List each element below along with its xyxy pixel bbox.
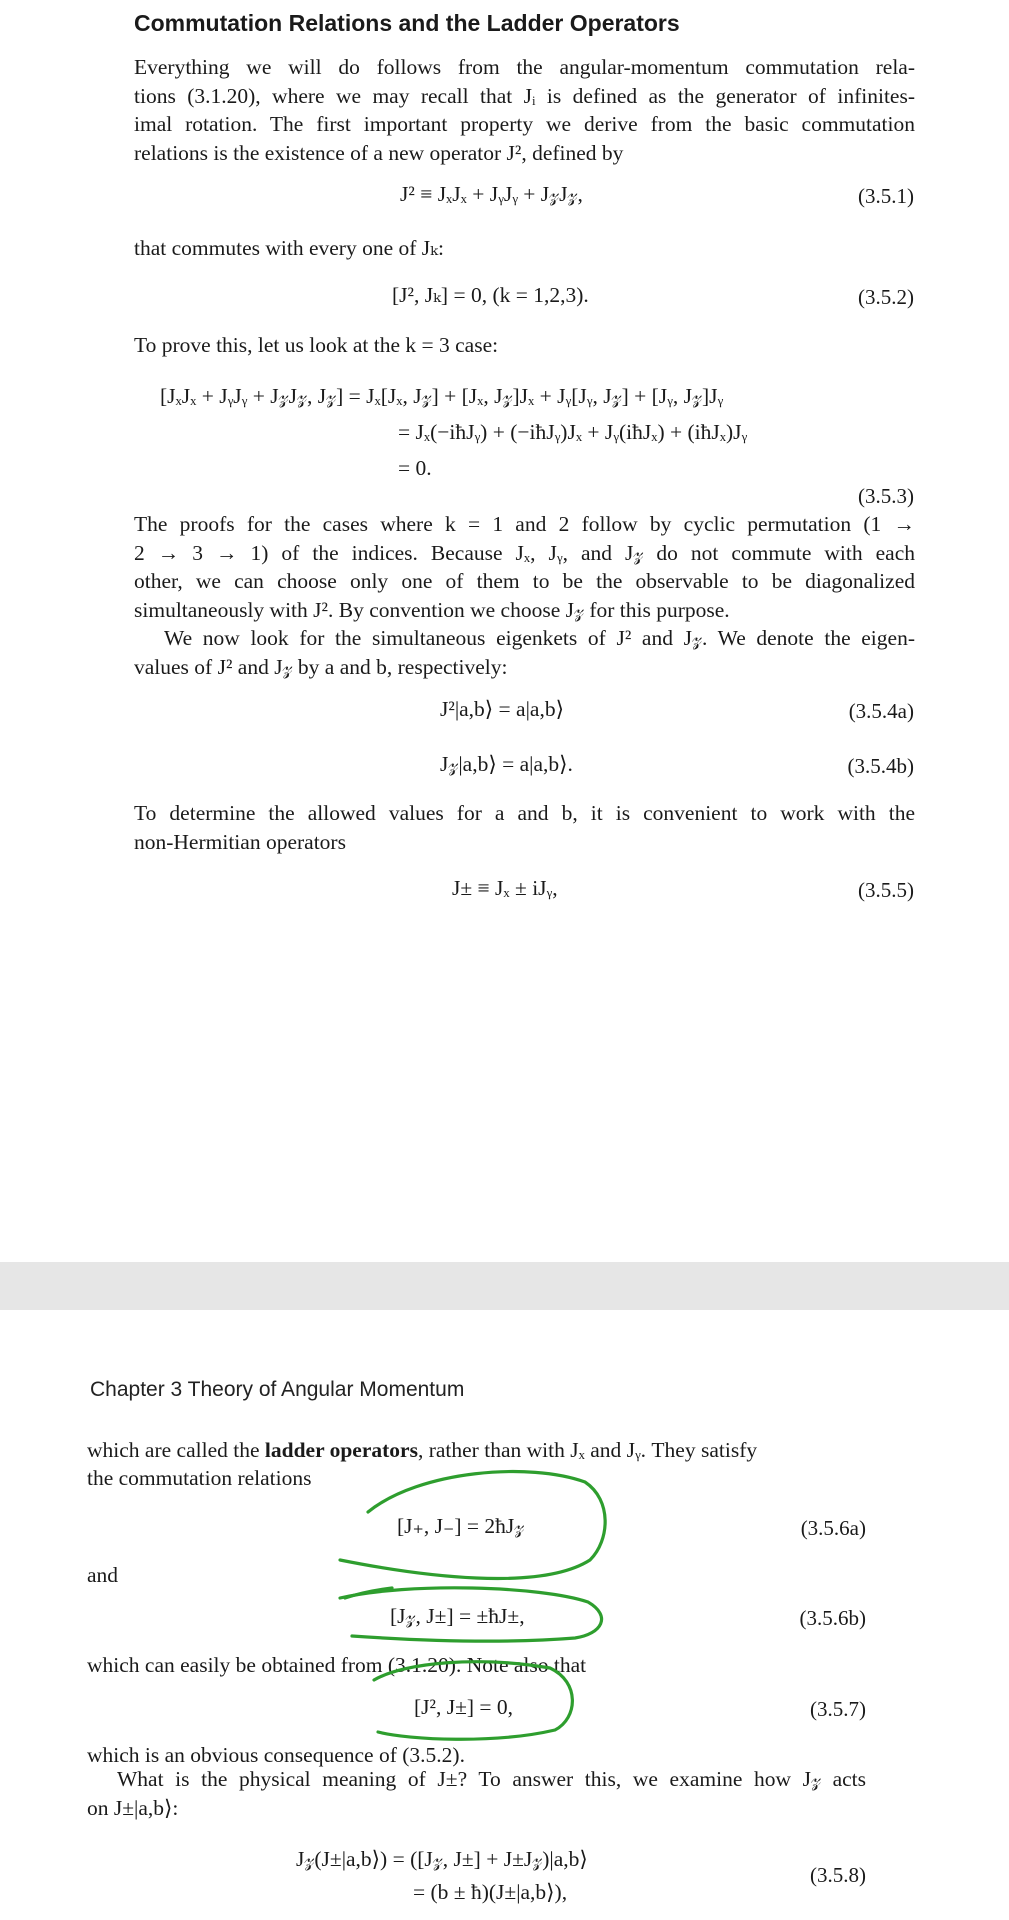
page-2 <box>0 1310 1009 1920</box>
text-line: relations is the existence of a new operator J², defined by <box>134 140 624 165</box>
text-line: non-Hermitian operators <box>134 829 346 854</box>
text-line: other, we can choose only one of them to be the observable to be diagonalized <box>134 569 915 593</box>
equation-number: (3.5.3) <box>858 484 914 508</box>
equation-3-5-6a: [J₊, J₋] = 2ħJ𝓏 <box>397 1514 525 1538</box>
equation-3-5-8-line2: = (b ± ħ)(J±|a,b⟩), <box>413 1880 568 1904</box>
paragraph-text: which can easily be obtained from (3.1.20). Note also that <box>87 1653 587 1677</box>
equation-3-5-1: J² ≡ JₓJₓ + JᵧJᵧ + J𝓏J𝓏, <box>400 182 583 206</box>
equation-number: (3.5.8) <box>810 1863 866 1887</box>
paragraph-eigenkets <box>134 624 915 681</box>
text-line: values of J² and J𝓏 by a and b, respectively: <box>134 654 508 679</box>
text-line: Everything we will do follows from the angular-momentum commutation rela- <box>134 55 915 79</box>
equation-3-5-2: [J², Jₖ] = 0, (k = 1,2,3). <box>392 283 589 307</box>
text-line: simultaneously with J². By convention we choose J𝓏 for this purpose. <box>134 597 730 622</box>
equation-number: (3.5.7) <box>810 1697 866 1721</box>
paragraph-allowed-values <box>134 799 915 856</box>
running-head: Chapter 3 Theory of Angular Momentum <box>90 1378 465 1401</box>
equation-3-5-3-line3: = 0. <box>398 456 432 480</box>
paragraph-ladder-line2: the commutation relations <box>87 1466 312 1490</box>
text-line: on J±|a,b⟩: <box>87 1795 179 1820</box>
text-line: imal rotation. The first important property we derive from the basic commutation <box>134 112 915 136</box>
equation-3-5-6b: [J𝓏, J±] = ±ħJ±, <box>390 1604 525 1628</box>
equation-number: (3.5.6b) <box>799 1606 866 1630</box>
text-line: 2 → 3 → 1) of the indices. Because Jₓ, Jᵧ, and J𝓏 do not commute with each <box>134 540 915 565</box>
text-line: What is the physical meaning of J±? To answer this, we examine how J𝓏 acts <box>117 1767 866 1791</box>
paragraph-ladder-line1 <box>87 1436 757 1465</box>
paragraph-physical-meaning <box>87 1765 866 1822</box>
equation-number: (3.5.5) <box>858 878 914 902</box>
equation-number: (3.5.2) <box>858 285 914 309</box>
paragraph-text: which is an obvious consequence of (3.5.2). <box>87 1743 465 1767</box>
text-line: We now look for the simultaneous eigenkets of J² and J𝓏. We denote the eigen- <box>164 626 915 650</box>
equation-number: (3.5.6a) <box>800 1516 866 1540</box>
equation-3-5-3-line2: = Jₓ(−iħJᵧ) + (−iħJᵧ)Jₓ + Jᵧ(iħJₓ) + (iħJₓ)Jᵧ <box>398 420 748 444</box>
equation-number: (3.5.1) <box>858 184 914 208</box>
equation-3-5-4a: J²|a,b⟩ = a|a,b⟩ <box>440 697 564 721</box>
equation-3-5-4b: J𝓏|a,b⟩ = a|a,b⟩. <box>440 752 573 776</box>
text-line: The proofs for the cases where k = 1 and 2 follow by cyclic permutation (1 → <box>134 512 915 536</box>
equation-3-5-3-line1: [JₓJₓ + JᵧJᵧ + J𝓏J𝓏, J𝓏] = Jₓ[Jₓ, J𝓏] + [Jₓ, J𝓏]Jₓ + Jᵧ[Jᵧ, J𝓏] + [Jᵧ, J𝓏]Jᵧ <box>160 384 724 408</box>
paragraph-cyclic <box>134 510 915 624</box>
paragraph-text: that commutes with every one of Jₖ: <box>134 236 444 260</box>
text-line: tions (3.1.20), where we may recall that Jᵢ is defined as the generator of infinites- <box>134 83 915 108</box>
text-line: To determine the allowed values for a and b, it is convenient to work with the <box>134 801 915 825</box>
equation-3-5-5: J± ≡ Jₓ ± iJᵧ, <box>452 876 558 900</box>
bold-term: ladder operators <box>264 1438 418 1462</box>
equation-number: (3.5.4b) <box>847 754 914 778</box>
paragraph-text: To prove this, let us look at the k = 3 case: <box>134 333 499 357</box>
paragraph-intro <box>134 53 915 167</box>
equation-3-5-7: [J², J±] = 0, <box>414 1695 514 1719</box>
text-run: which are called the <box>87 1438 265 1462</box>
equation-number: (3.5.4a) <box>848 699 914 723</box>
section-heading: Commutation Relations and the Ladder Operators <box>134 10 680 36</box>
text-run: , rather than with Jₓ and Jᵧ. They satisfy <box>417 1438 758 1462</box>
equation-3-5-8-line1: J𝓏(J±|a,b⟩) = ([J𝓏, J±] + J±J𝓏)|a,b⟩ <box>296 1847 588 1871</box>
conjunction-text: and <box>87 1563 119 1587</box>
